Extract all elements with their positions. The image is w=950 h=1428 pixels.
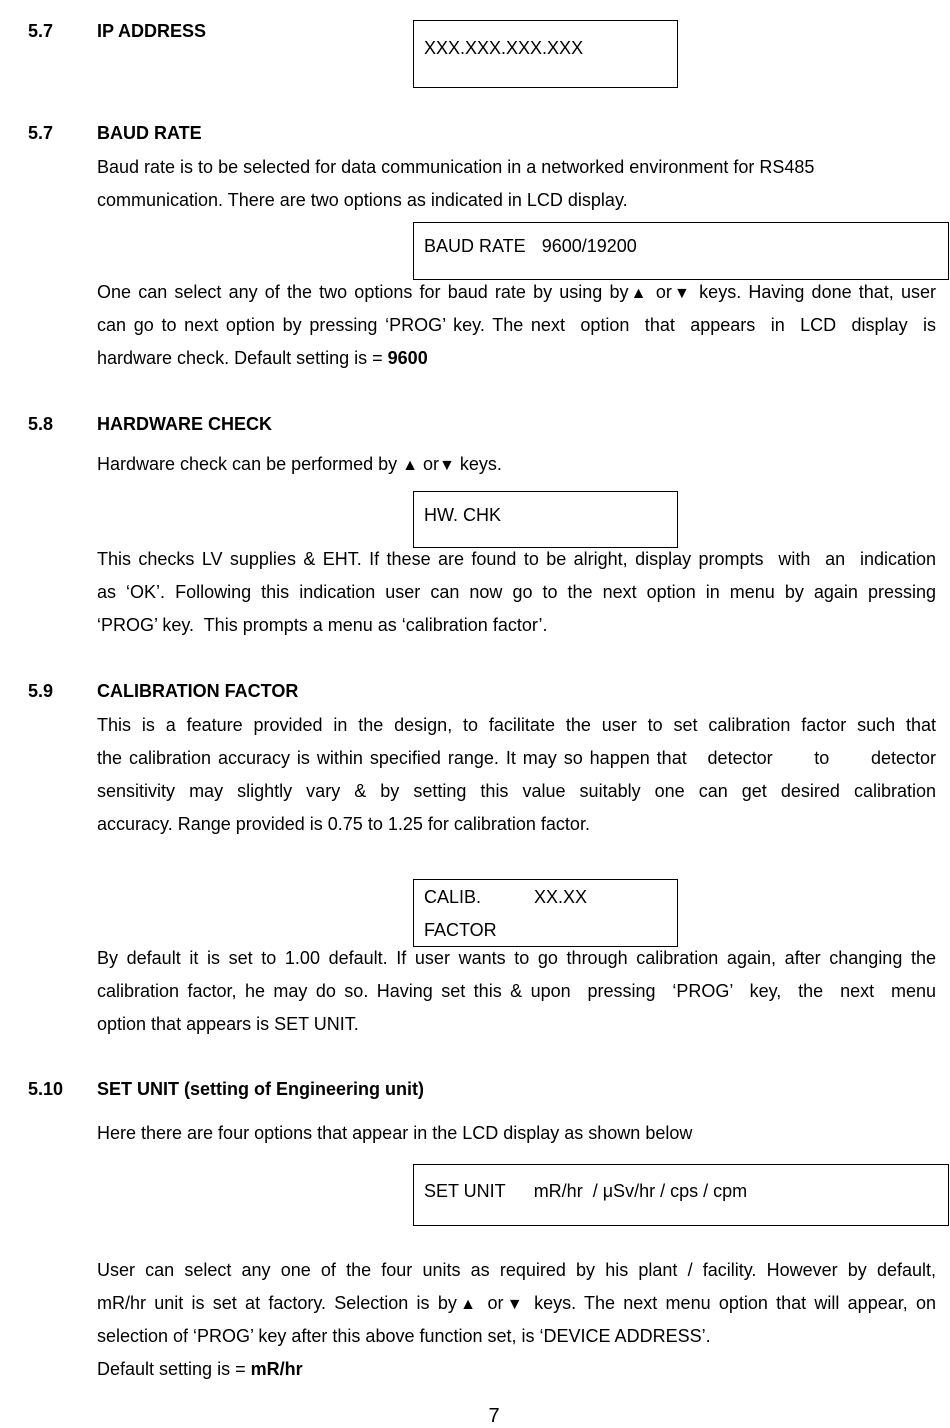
- paragraph-line: User can select any one of the four units as required by his plant / facility. However by default,: [97, 1260, 936, 1280]
- paragraph-line: selection of ‘PROG’ key after this above function set, is ‘DEVICE ADDRESS’.: [97, 1326, 711, 1346]
- text-run: mR/hr unit is set at factory. Selection is by: [97, 1293, 457, 1313]
- up-arrow-icon: ▲: [456, 1296, 480, 1313]
- lcd-row: [424, 881, 667, 914]
- paragraph-line: [97, 281, 936, 305]
- lcd-display-hwchk: [413, 491, 678, 548]
- section-number: 5.8: [28, 414, 54, 434]
- lcd-text: HW. CHK: [424, 505, 502, 525]
- lcd-value: XX.XX: [534, 887, 588, 907]
- up-arrow-icon: ▲: [628, 285, 649, 302]
- lcd-label: SET UNIT: [424, 1181, 506, 1201]
- down-arrow-icon: ▼: [503, 1296, 526, 1313]
- section-title: IP ADDRESS: [97, 21, 207, 41]
- lcd-display-unit: [413, 1164, 949, 1226]
- lcd-label: CALIB.: [424, 887, 482, 907]
- paragraph-line: Baud rate is to be selected for data communication in a networked environment for RS485: [97, 157, 815, 177]
- lcd-display-calib: [413, 879, 678, 947]
- text-run: keys. Having done that, user: [692, 282, 936, 302]
- lcd-display-ip: [413, 20, 678, 88]
- section-title: HARDWARE CHECK: [97, 414, 272, 434]
- paragraph-line: This is a feature provided in the design, to facilitate the user to set calibration factor such that: [97, 715, 936, 735]
- down-arrow-icon: ▼: [439, 457, 455, 474]
- page-number: 7: [488, 1405, 500, 1427]
- paragraph-line: communication. There are two options as indicated in LCD display.: [97, 190, 628, 210]
- section-title: SET UNIT (setting of Engineering unit): [97, 1079, 424, 1099]
- paragraph-line: [97, 1292, 936, 1316]
- lcd-text: XXX.XXX.XXX.XXX: [424, 38, 584, 58]
- default-value: mR/hr: [250, 1359, 303, 1379]
- default-value: 9600: [387, 348, 428, 368]
- text-run: or: [479, 1293, 504, 1313]
- paragraph-line: By default it is set to 1.00 default. If user wants to go through calibration again, after changing the: [97, 948, 936, 968]
- lcd-value: 9600/19200: [541, 236, 637, 256]
- text-run: One can select any of the two options for baud rate by using by: [97, 282, 629, 302]
- paragraph-line: [97, 453, 936, 477]
- section-number: 5.7: [28, 123, 54, 143]
- section-number: 5.10: [28, 1079, 64, 1099]
- lcd-display-baud: [413, 222, 949, 280]
- paragraph-line: calibration factor, he may do so. Having set this & upon pressing ‘PROG’ key, the next menu: [97, 981, 936, 1001]
- section-title: BAUD RATE: [97, 123, 202, 143]
- paragraph-line: sensitivity may slightly vary & by setting this value suitably one can get desired calibration: [97, 781, 936, 801]
- section-number: 5.7: [28, 21, 54, 41]
- lcd-value: mR/hr / μSv/hr / cps / cpm: [533, 1181, 748, 1201]
- paragraph-line: the calibration accuracy is within specified range. It may so happen that detector to detector: [97, 748, 936, 768]
- paragraph-line: Here there are four options that appear in the LCD display as shown below: [97, 1123, 693, 1143]
- paragraph-line: option that appears is SET UNIT.: [97, 1014, 359, 1034]
- paragraph-line: This checks LV supplies & EHT. If these are found to be alright, display prompts with an indication: [97, 549, 936, 569]
- down-arrow-icon: ▼: [671, 285, 693, 302]
- lcd-label: BAUD RATE: [424, 236, 526, 256]
- section-number: 5.9: [28, 681, 54, 701]
- text-run: hardware check. Default setting is =: [97, 348, 388, 368]
- text-run: keys. The next menu option that will appear, on: [525, 1293, 937, 1313]
- text-run: Hardware check can be performed by: [97, 454, 403, 474]
- text-run: keys.: [454, 454, 502, 474]
- lcd-label: FACTOR: [424, 920, 497, 940]
- section-title: CALIBRATION FACTOR: [97, 681, 299, 701]
- up-arrow-icon: ▲: [402, 457, 418, 474]
- text-run: Default setting is =: [97, 1359, 251, 1379]
- paragraph-line: [97, 347, 936, 369]
- text-run: or: [648, 282, 672, 302]
- text-run: or: [418, 454, 440, 474]
- paragraph-line: [97, 1358, 936, 1380]
- paragraph-line: accuracy. Range provided is 0.75 to 1.25 for calibration factor.: [97, 814, 590, 834]
- paragraph-line: ‘PROG’ key. This prompts a menu as ‘calibration factor’.: [97, 615, 548, 635]
- paragraph-line: can go to next option by pressing ‘PROG’ key. The next option that appears in LCD display is: [97, 315, 936, 335]
- paragraph-line: as ‘OK’. Following this indication user can now go to the next option in menu by again pressing: [97, 582, 936, 602]
